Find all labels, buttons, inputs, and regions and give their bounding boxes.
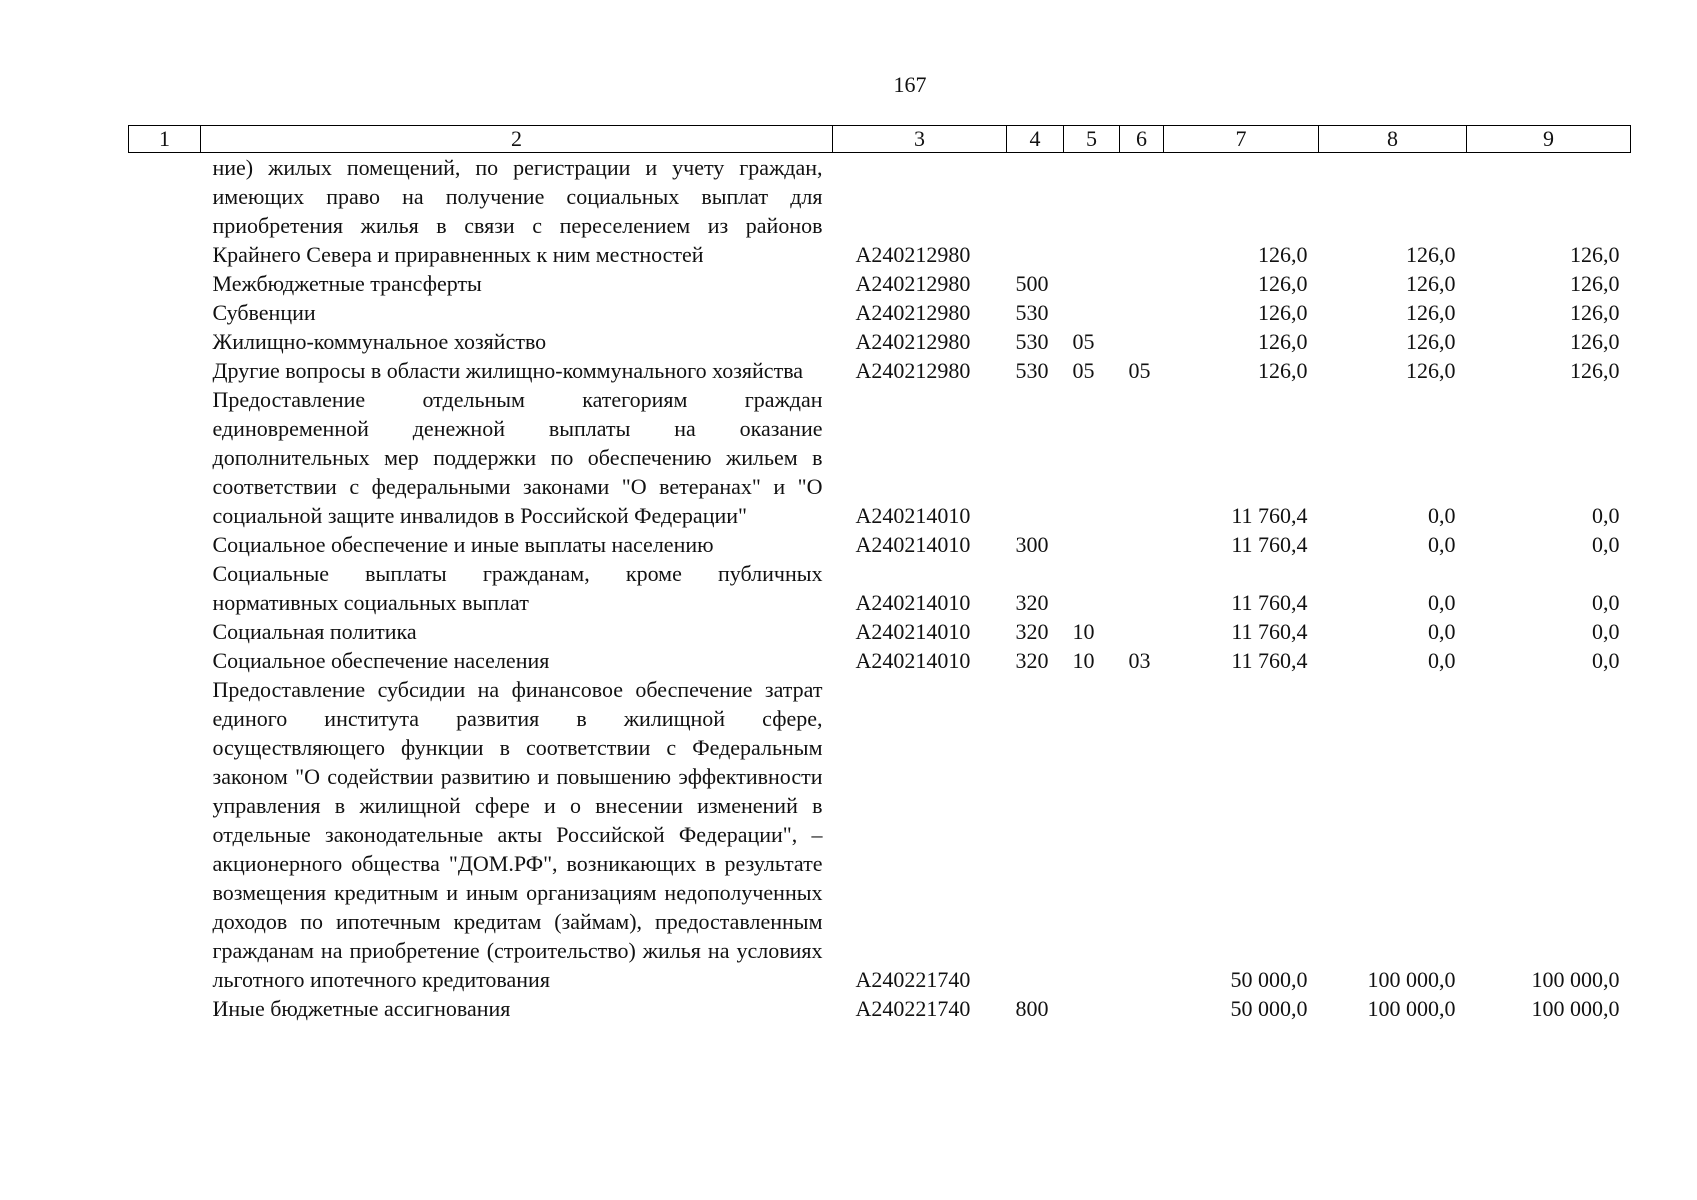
- column-header-5: 5: [1064, 126, 1120, 153]
- amount-col-9: 0,0: [1592, 532, 1620, 557]
- amount-col-8: 126,0: [1406, 300, 1456, 325]
- amount-col-9: 126,0: [1570, 358, 1620, 383]
- table-row: [129, 356, 1631, 385]
- target-article-code: А240212980: [855, 358, 971, 383]
- column-header-4: 4: [1007, 126, 1064, 153]
- amount-col-7: 126,0: [1258, 358, 1308, 383]
- expense-type-code: [1007, 153, 1064, 270]
- target-article-code: А240214010: [855, 590, 971, 615]
- section-code: 05: [1072, 329, 1095, 354]
- expense-type-code: [1007, 675, 1064, 994]
- header-row: [129, 126, 1631, 153]
- subsection-code: [1120, 530, 1164, 559]
- column-header-7: 7: [1164, 126, 1319, 153]
- target-article-code: А240212980: [855, 271, 971, 296]
- row-description-text: Социальное обеспечение населения: [212, 648, 550, 673]
- amount-col-9: 126,0: [1570, 300, 1620, 325]
- amount-col-9: 0,0: [1592, 590, 1620, 615]
- row-number: [129, 675, 201, 994]
- subsection-code: [1120, 298, 1164, 327]
- row-description: [201, 153, 833, 270]
- table-row: [129, 675, 1631, 994]
- amount-col-8: 0,0: [1428, 503, 1456, 528]
- amount-col-8: 0,0: [1428, 619, 1456, 644]
- amount-col-9: 0,0: [1592, 619, 1620, 644]
- amount-col-8: 0,0: [1428, 590, 1456, 615]
- table-row: [129, 530, 1631, 559]
- expense-type-code: 530: [1015, 329, 1049, 354]
- amount-col-7: 126,0: [1258, 271, 1308, 296]
- table-row: [129, 617, 1631, 646]
- target-article-code: А240212980: [855, 329, 971, 354]
- amount-col-7: 126,0: [1258, 329, 1308, 354]
- section-code: [1064, 559, 1120, 617]
- row-description-text: Жилищно-коммунальное хозяйство: [212, 329, 547, 354]
- subsection-code: [1120, 385, 1164, 530]
- row-number: [129, 559, 201, 617]
- section-code: [1064, 530, 1120, 559]
- section-code: [1064, 153, 1120, 270]
- section-code: [1064, 385, 1120, 530]
- expense-type-code: 320: [1015, 590, 1049, 615]
- amount-col-7: 11 760,4: [1231, 648, 1308, 673]
- column-header-6: 6: [1120, 126, 1164, 153]
- row-description-text: Предоставление субсидии на финансовое обеспечение затрат единого института развития в жилищной сфере, осуществляющего функции в соответствии с Федеральным законом "О содействии развитию и повышению эффективности управления в жилищной сфере и о внесении изменений в отдельные законодательные акты Российской Федерации", – акционерного общества "ДОМ.РФ", возникающих в результате возмещения кредитным и иным организациям недополученных доходов по ипотечным кредитам (займам), предоставленным гражданам на приобретение (строительство) жилья на условиях льготного ипотечного кредитования: [212, 677, 823, 992]
- row-description: [201, 646, 833, 675]
- amount-col-7: 126,0: [1258, 300, 1308, 325]
- row-number: [129, 385, 201, 530]
- table-row: [129, 994, 1631, 1023]
- amount-col-8: 0,0: [1428, 648, 1456, 673]
- row-number: [129, 617, 201, 646]
- row-description-text: Предоставление отдельным категориям граждан единовременной денежной выплаты на оказание дополнительных мер поддержки по обеспечению жильем в соответствии с федеральными законами "О ветеранах" и "О социальной защите инвалидов в Российской Федерации": [212, 387, 823, 528]
- amount-col-7: 50 000,0: [1230, 996, 1308, 1021]
- amount-col-7: 11 760,4: [1231, 619, 1308, 644]
- table-row: [129, 153, 1631, 270]
- amount-col-8: 100 000,0: [1367, 996, 1456, 1021]
- target-article-code: А240212980: [855, 300, 971, 325]
- amount-col-7: 126,0: [1258, 242, 1308, 267]
- row-description-text: Социальная политика: [212, 619, 417, 644]
- row-description-text: Социальное обеспечение и иные выплаты населению: [212, 532, 714, 557]
- row-description-text: ние) жилых помещений, по регистрации и учету граждан, имеющих право на получение социальных выплат для приобретения жилья в связи с переселением из районов Крайнего Севера и приравненных к ним местностей: [212, 155, 823, 267]
- amount-col-7: 11 760,4: [1231, 590, 1308, 615]
- row-description: [201, 530, 833, 559]
- row-number: [129, 153, 201, 270]
- table-row: [129, 269, 1631, 298]
- subsection-code: [1120, 327, 1164, 356]
- row-number: [129, 646, 201, 675]
- amount-col-8: 126,0: [1406, 242, 1456, 267]
- row-description-text: Субвенции: [212, 300, 316, 325]
- expense-type-code: 300: [1015, 532, 1049, 557]
- row-description-text: Социальные выплаты гражданам, кроме публичных нормативных социальных выплат: [212, 561, 823, 615]
- section-code: 10: [1072, 648, 1095, 673]
- table-row: [129, 327, 1631, 356]
- row-description: [201, 269, 833, 298]
- section-code: [1064, 298, 1120, 327]
- amount-col-7: 50 000,0: [1230, 967, 1308, 992]
- row-description: [201, 675, 833, 994]
- section-code: 10: [1072, 619, 1095, 644]
- subsection-code: [1120, 153, 1164, 270]
- target-article-code: А240214010: [855, 648, 971, 673]
- row-description: [201, 559, 833, 617]
- expense-type-code: 800: [1015, 996, 1049, 1021]
- row-description: [201, 617, 833, 646]
- table-row: [129, 646, 1631, 675]
- row-number: [129, 356, 201, 385]
- row-number: [129, 327, 201, 356]
- row-description-text: Иные бюджетные ассигнования: [212, 996, 511, 1021]
- table-row: [129, 298, 1631, 327]
- page-number: 167: [893, 72, 927, 97]
- section-code: [1064, 675, 1120, 994]
- expense-type-code: 320: [1015, 619, 1049, 644]
- amount-col-9: 126,0: [1570, 242, 1620, 267]
- expense-type-code: 530: [1015, 300, 1049, 325]
- target-article-code: А240221740: [855, 996, 971, 1021]
- row-description: [201, 298, 833, 327]
- amount-col-8: 126,0: [1406, 329, 1456, 354]
- row-description: [201, 327, 833, 356]
- target-article-code: А240214010: [855, 532, 971, 557]
- target-article-code: А240214010: [855, 619, 971, 644]
- amount-col-8: 0,0: [1428, 532, 1456, 557]
- table-row: [129, 559, 1631, 617]
- row-description: [201, 356, 833, 385]
- row-number: [129, 994, 201, 1023]
- subsection-code: [1120, 994, 1164, 1023]
- amount-col-9: 126,0: [1570, 329, 1620, 354]
- subsection-code: [1120, 617, 1164, 646]
- table-row: [129, 385, 1631, 530]
- row-description: [201, 385, 833, 530]
- subsection-code: [1120, 559, 1164, 617]
- amount-col-8: 126,0: [1406, 271, 1456, 296]
- subsection-code: [1120, 269, 1164, 298]
- expense-type-code: 530: [1015, 358, 1049, 383]
- target-article-code: А240214010: [855, 503, 971, 528]
- row-number: [129, 298, 201, 327]
- column-header-9: 9: [1467, 126, 1631, 153]
- section-code: 05: [1072, 358, 1095, 383]
- section-code: [1064, 994, 1120, 1023]
- subsection-code: 03: [1128, 648, 1151, 673]
- amount-col-9: 126,0: [1570, 271, 1620, 296]
- expense-type-code: 500: [1015, 271, 1049, 296]
- column-header-8: 8: [1319, 126, 1467, 153]
- subsection-code: 05: [1128, 358, 1151, 383]
- expense-type-code: [1007, 385, 1064, 530]
- target-article-code: А240212980: [855, 242, 971, 267]
- amount-col-9: 0,0: [1592, 648, 1620, 673]
- row-number: [129, 530, 201, 559]
- row-number: [129, 269, 201, 298]
- row-description: [201, 994, 833, 1023]
- expense-type-code: 320: [1015, 648, 1049, 673]
- column-header-3: 3: [833, 126, 1007, 153]
- amount-col-9: 0,0: [1592, 503, 1620, 528]
- target-article-code: А240221740: [855, 967, 971, 992]
- row-description-text: Другие вопросы в области жилищно-коммунального хозяйства: [212, 358, 804, 383]
- amount-col-8: 100 000,0: [1367, 967, 1456, 992]
- amount-col-9: 100 000,0: [1531, 967, 1620, 992]
- budget-table: [128, 125, 1631, 1023]
- subsection-code: [1120, 675, 1164, 994]
- section-code: [1064, 269, 1120, 298]
- column-header-1: 1: [129, 126, 201, 153]
- amount-col-7: 11 760,4: [1231, 503, 1308, 528]
- row-description-text: Межбюджетные трансферты: [212, 271, 482, 296]
- column-header-2: 2: [201, 126, 833, 153]
- amount-col-9: 100 000,0: [1531, 996, 1620, 1021]
- amount-col-7: 11 760,4: [1231, 532, 1308, 557]
- amount-col-8: 126,0: [1406, 358, 1456, 383]
